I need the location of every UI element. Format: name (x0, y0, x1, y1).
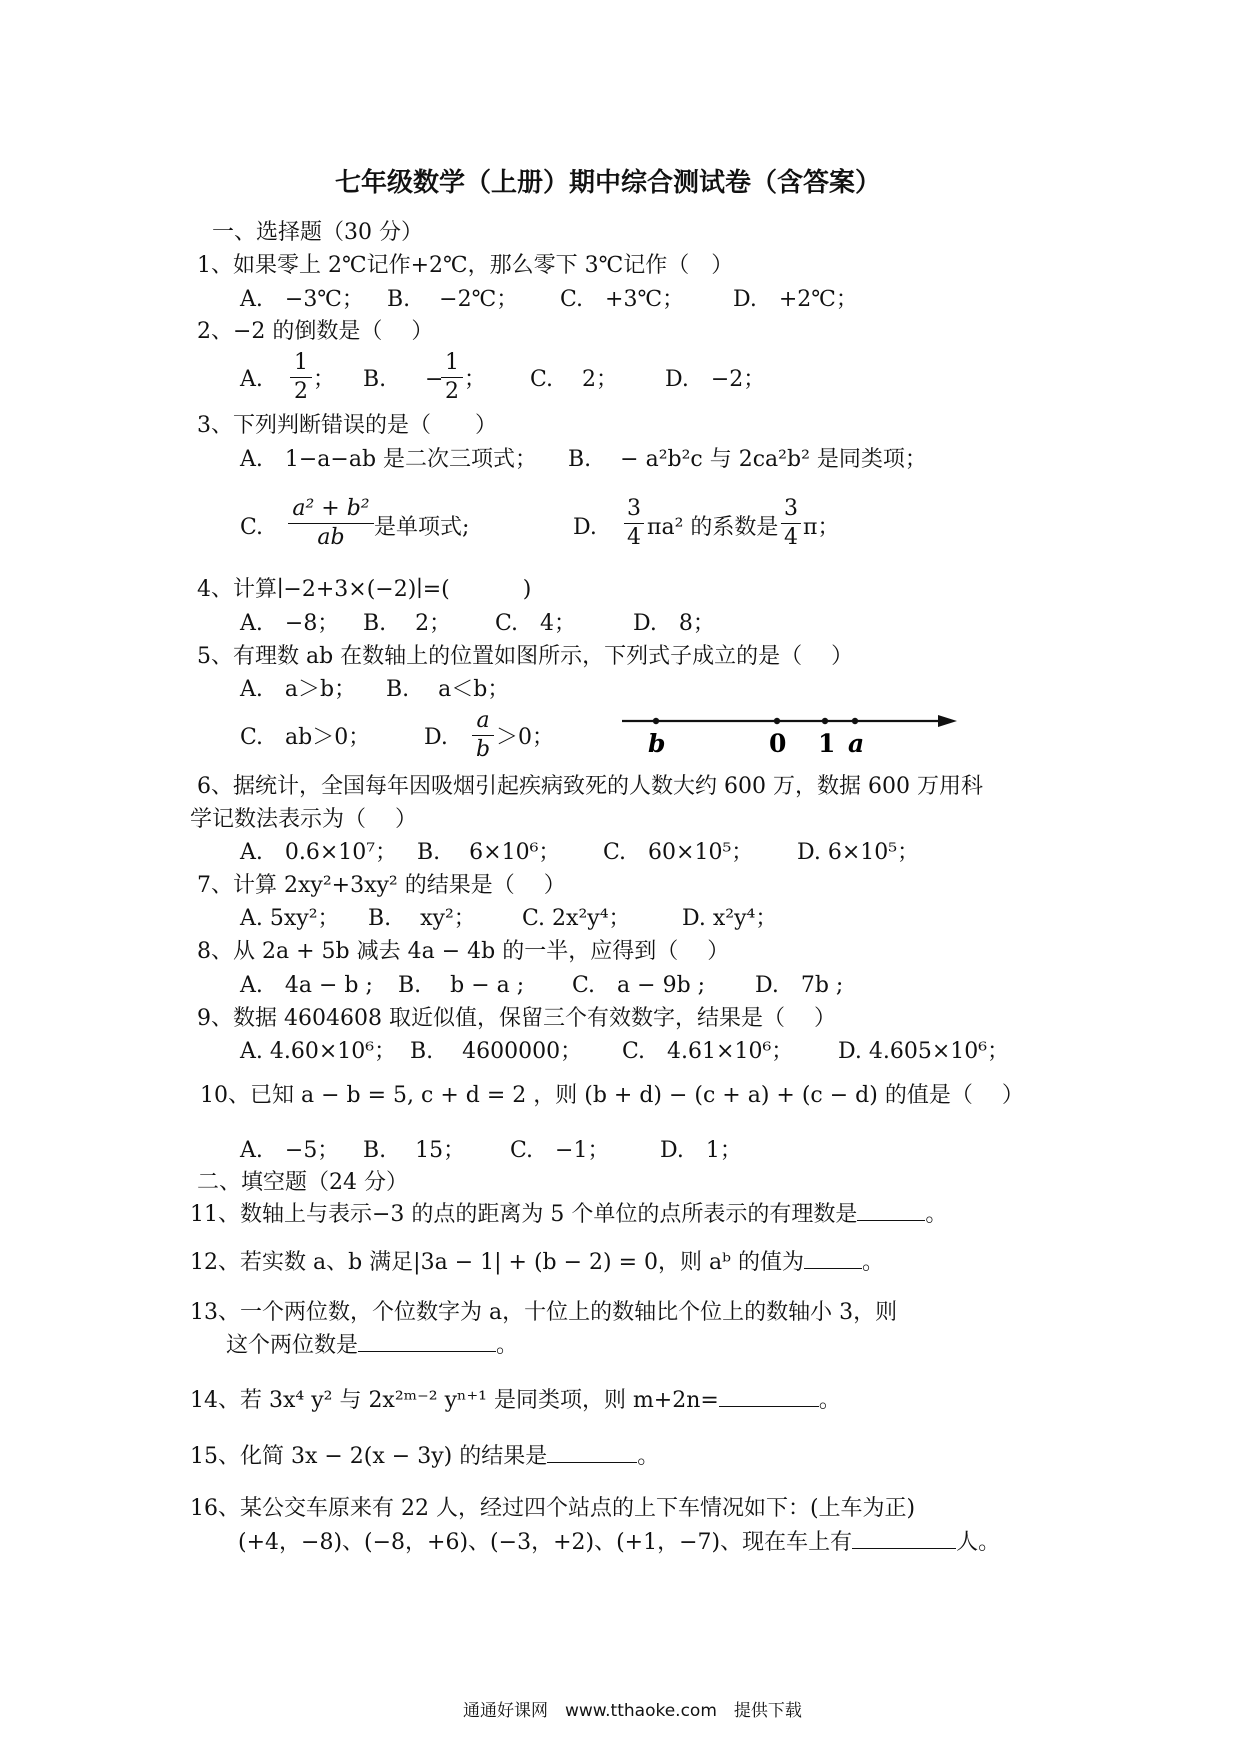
q15-answer-blank[interactable] (547, 1461, 637, 1463)
q8-option-d: D. 7b ; (755, 973, 844, 998)
q5-option-d-label: D. (424, 725, 448, 750)
q3-c-denominator: ab (317, 525, 345, 550)
q14-stem: 14、若 3x⁴ y² 与 2x²ᵐ⁻² yⁿ⁺¹ 是同类项，则 m+2n= (190, 1388, 719, 1413)
q15-line (190, 1446, 659, 1468)
q3-option-d-middle: πa² 的系数是 (647, 515, 779, 540)
q11-stem: 11、数轴上与表示−3 的点的距离为 5 个单位的点所表示的有理数是 (190, 1202, 858, 1227)
q3-option-d-fraction-2 (781, 498, 801, 549)
q5-option-d-tail: ＞0； (496, 725, 554, 750)
q13-answer-blank[interactable] (358, 1350, 496, 1352)
q5-option-b: B. a＜b； (386, 677, 510, 702)
q6-option-b: B. 6×10⁶； (417, 840, 561, 865)
q13-tail: 。 (496, 1333, 519, 1358)
q9-option-b: B. 4600000； (410, 1039, 583, 1064)
q1-stem: 1、如果零上 2℃记作+2℃，那么零下 3℃记作（ ） (197, 253, 734, 278)
point-a-dot (852, 718, 858, 724)
q5-option-d-fraction (472, 710, 494, 761)
q1-option-d: D. +2℃； (733, 287, 858, 312)
q8-stem: 8、从 2a + 5b 减去 4a − 4b 的一半，应得到（ ） (197, 939, 730, 964)
q9-option-c: C. 4.61×10⁶； (622, 1039, 794, 1064)
q6-option-c: C. 60×10⁵； (603, 840, 754, 865)
q8-option-a: A. 4a − b ; (240, 973, 373, 998)
q9-stem: 9、数据 4604608 取近似值，保留三个有效数字，结果是（ ） (197, 1006, 836, 1031)
q5-stem: 5、有理数 ab 在数轴上的位置如图所示，下列式子成立的是（ ） (197, 644, 854, 669)
q2-option-d: D. −2； (665, 367, 766, 392)
q2-option-a-fraction (290, 352, 312, 403)
q4-stem: 4、计算∣−2+3×(−2)∣=( ) (197, 577, 532, 602)
q11-answer-blank[interactable] (857, 1219, 925, 1221)
q5-option-a: A. a＞b； (240, 677, 357, 702)
q5-d-denominator: b (475, 737, 491, 762)
axis-label-a: a (848, 729, 865, 758)
q16-tail: 人。 (956, 1530, 1001, 1555)
q14-answer-blank[interactable] (719, 1405, 819, 1407)
q3-d-denominator-2: 4 (784, 525, 798, 550)
q4-option-b: B. 2； (363, 611, 452, 636)
q2-option-c: C. 2； (530, 367, 619, 392)
q3-c-numerator: a² + b² (292, 496, 370, 521)
exam-title: 七年级数学（上册）期中综合测试卷（含答案） (335, 168, 882, 198)
q2-a-denominator: 2 (294, 379, 308, 404)
q3-option-c-fraction (288, 498, 374, 549)
point-1-dot (822, 718, 828, 724)
q11-line (190, 1204, 947, 1226)
q5-d-numerator: a (476, 708, 490, 733)
q2-option-b-fraction (441, 352, 463, 403)
q12-answer-blank[interactable] (804, 1267, 862, 1269)
q2-option-b-minus: − (425, 367, 444, 392)
q6-stem-line2: 学记数法表示为（ ） (190, 807, 417, 832)
q2-option-a-semicolon: ； (313, 367, 336, 392)
q2-option-a-label: A. (240, 367, 263, 392)
q7-option-c: C. 2x²y⁴； (522, 906, 631, 931)
axis-label-0: 0 (769, 729, 787, 758)
q2-b-denominator: 2 (445, 379, 459, 404)
q6-stem-line1: 6、据统计，全国每年因吸烟引起疾病致死的人数大约 600 万，数据 600 万用科 (197, 774, 983, 799)
q2-b-numerator: 1 (445, 350, 459, 375)
section-choice-heading: 一、选择题（30 分） (212, 220, 423, 245)
q3-option-d-tail: π； (803, 515, 840, 540)
q1-option-a: A. −3℃； (240, 287, 364, 312)
point-b-dot (653, 718, 659, 724)
q3-d-denominator-1: 4 (627, 525, 641, 550)
q2-option-b-label: B. (363, 367, 387, 392)
q7-option-b: B. xy²； (368, 906, 476, 931)
q13-stem-line1: 13、一个两位数，个位数字为 a，十位上的数轴比个位上的数轴小 3，则 (190, 1300, 898, 1325)
q3-d-numerator-2: 3 (784, 496, 798, 521)
number-line-figure (612, 705, 962, 760)
q9-option-a: A. 4.60×10⁶； (240, 1039, 397, 1064)
number-line-arrow (938, 715, 957, 727)
point-0-dot (774, 718, 780, 724)
q13-stem-line2: 这个两位数是 (226, 1333, 359, 1358)
q10-option-a: A. −5； (240, 1138, 340, 1163)
q12-line (190, 1252, 884, 1274)
footer-source: 通通好课网 www.tthaoke.com 提供下载 (463, 1701, 802, 1721)
q2-option-b-semicolon: ； (464, 367, 487, 392)
q8-option-c: C. a − 9b ; (572, 973, 706, 998)
q7-stem: 7、计算 2xy²+3xy² 的结果是（ ） (197, 873, 566, 898)
q13-line2 (226, 1335, 518, 1357)
q3-option-a: A. 1−a−ab 是二次三项式； (240, 447, 538, 472)
q15-tail: 。 (637, 1444, 660, 1469)
q4-option-d: D. 8； (633, 611, 715, 636)
q11-tail: 。 (925, 1202, 948, 1227)
q7-option-a: A. 5xy²； (240, 906, 340, 931)
q16-stem-line2: (+4，−8)、(−8，+6)、(−3，+2)、(+1，−7)、现在车上有 (238, 1530, 853, 1555)
q5-option-c: C. ab＞0； (240, 725, 371, 750)
q8-option-b: B. b − a ; (398, 973, 525, 998)
q3-option-c-tail: 是单项式; (374, 515, 470, 540)
q1-option-c: C. +3℃； (560, 287, 685, 312)
q9-option-d: D. 4.605×10⁶； (838, 1039, 1010, 1064)
q3-option-d-fraction-1 (624, 498, 644, 549)
q16-line2 (238, 1532, 1000, 1554)
q4-option-c: C. 4； (495, 611, 577, 636)
q2-a-numerator: 1 (294, 350, 308, 375)
q14-tail: 。 (818, 1388, 841, 1413)
q10-option-c: C. −1； (510, 1138, 610, 1163)
q6-option-a: A. 0.6×10⁷； (240, 840, 398, 865)
q10-option-d: D. 1； (660, 1138, 742, 1163)
q16-stem-line1: 16、某公交车原来有 22 人，经过四个站点的上下车情况如下：(上车为正) (190, 1496, 916, 1521)
axis-label-b: b (648, 729, 666, 758)
q3-option-d-label: D. (573, 515, 597, 540)
q2-stem: 2、−2 的倒数是（ ） (197, 319, 434, 344)
q12-tail: 。 (861, 1250, 884, 1275)
section-fill-heading: 二、填空题（24 分） (197, 1170, 408, 1195)
q14-line (190, 1390, 841, 1412)
q15-stem: 15、化简 3x − 2(x − 3y) 的结果是 (190, 1444, 548, 1469)
q3-stem: 3、下列判断错误的是（ ） (197, 413, 497, 438)
q7-option-d: D. x²y⁴； (682, 906, 778, 931)
q4-option-a: A. −8； (240, 611, 340, 636)
q10-stem: 10、已知 a − b = 5, c + d = 2 ，则 (b + d) − (c + a) + (c − d) 的值是（ ） (200, 1083, 1024, 1108)
q3-option-b: B. − a²b²c 与 2ca²b² 是同类项； (568, 447, 927, 472)
q12-stem: 12、若实数 a、b 满足|3a − 1| + (b − 2) = 0，则 aᵇ 的值为 (190, 1250, 804, 1275)
q1-option-b: B. −2℃； (387, 287, 519, 312)
q16-answer-blank[interactable] (852, 1547, 956, 1549)
q3-option-c-label: C. (240, 515, 264, 540)
q10-option-b: B. 15； (363, 1138, 466, 1163)
axis-label-1: 1 (818, 729, 836, 758)
q3-d-numerator-1: 3 (627, 496, 641, 521)
q6-option-d: D. 6×10⁵； (797, 840, 920, 865)
